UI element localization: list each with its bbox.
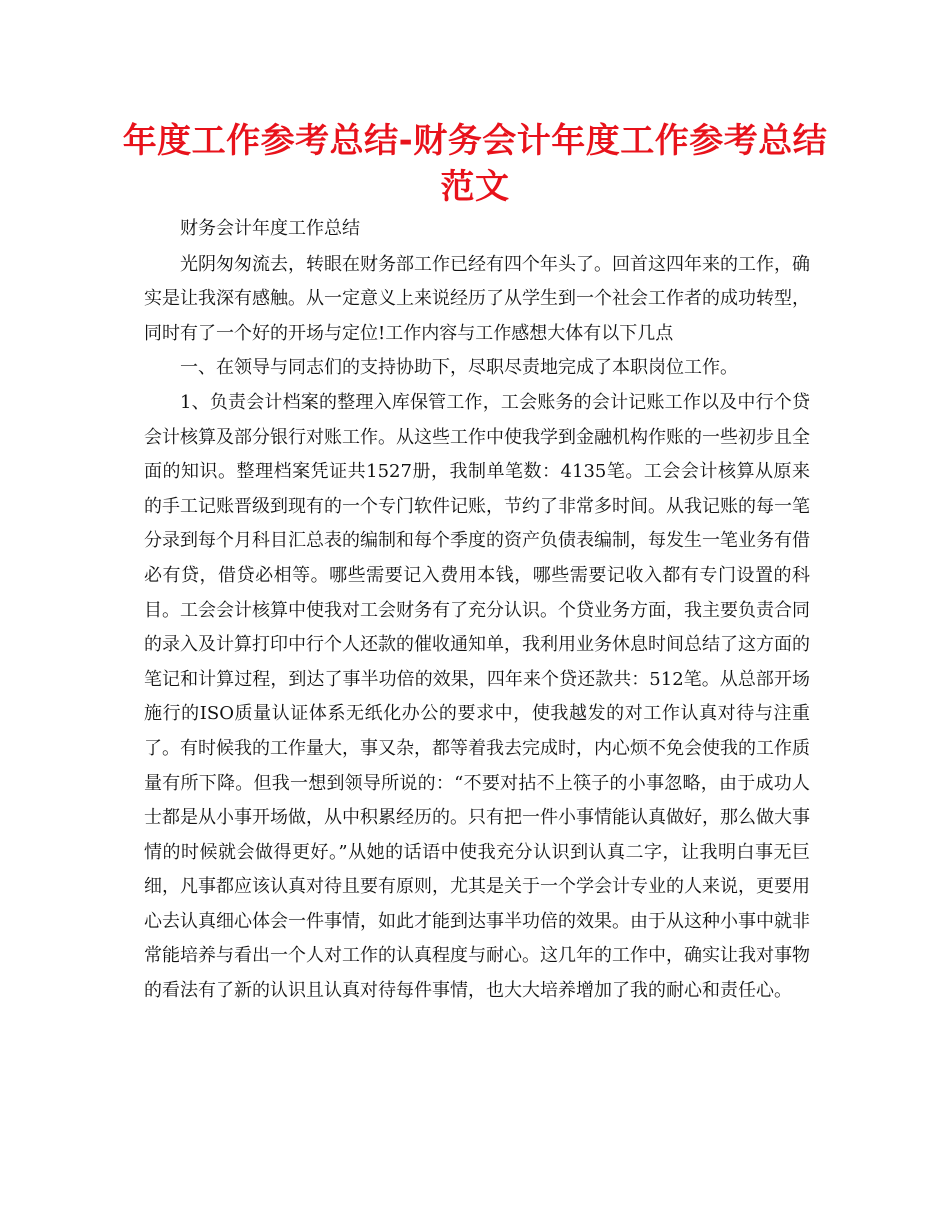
document-subtitle: 财务会计年度工作总结 — [180, 218, 360, 239]
paragraph-section-heading: 一、在领导与同志们的支持协助下，尽职尽责地完成了本职岗位工作。 — [180, 357, 738, 379]
document-title: 年度工作参考总结-财务会计年度工作参考总结范文 — [122, 121, 828, 207]
document-body — [144, 212, 810, 1009]
paragraph-item-1: 1、负责会计档案的整理入库保管工作，工会账务的会计记账工作以及中行个贷会计核算及部分银行对账工作。从这些工作中使我学到金融机构作账的一些初步且全面的知识。整理档案凭证共1527册，我制单笔数：4135笔。工会会计核算从原来的手工记账晋级到现有的一个专门软件记账，节约了非常多时间。从我记账的每一笔分录到每个月科目汇总表的编制和每个季度的资产负债表编制，每发生一笔业务有借必有贷，借贷必相等。哪些需要记入费用本钱，哪些需要记收入都有专门设置的科目。工会会计核算中使我对工会财务有了充分认识。个贷业务方面，我主要负责合同的录入及计算打印中行个人还款的催收通知单，我利用业务休息时间总结了这方面的笔记和计算过程，到达了事半功倍的效果，四年来个贷还款共：512笔。从总部开场施行的ISO质量认证体系无纸化办公的要求中，使我越发的对工作认真对待与注重了。有时候我的工作量大，事又杂，都等着我去完成时，内心烦不免会使我的工作质量有所下降。但我一想到领导所说的：“不要对拈不上筷子的小事忽略，由于成功人士都是从小事开场做，从中积累经历的。只有把一件小事情能认真做好，那么做大事情的时候就会做得更好。”从她的话语中使我充分认识到认真二字，让我明白事无巨细，凡事都应该认真对待且要有原则，尤其是关于一个学会计专业的人来说，更要用心去认真细心体会一件事情，如此才能到达事半功倍的效果。由于从这种小事中就非常能培养与看出一个人对工作的认真程度与耐心。这几年的工作中，确实让我对事物的看法有了新的认识且认真对待每件事情，也大大培养增加了我的耐心和责任心。 — [144, 391, 810, 1002]
paragraph-intro: 光阴匆匆流去，转眼在财务部工作已经有四个年头了。回首这四年来的工作，确实是让我深有感触。从一定意义上来说经历了从学生到一个社会工作者的成功转型，同时有了一个好的开场与定位!工作内容与工作感想大体有以下几点 — [144, 253, 810, 344]
